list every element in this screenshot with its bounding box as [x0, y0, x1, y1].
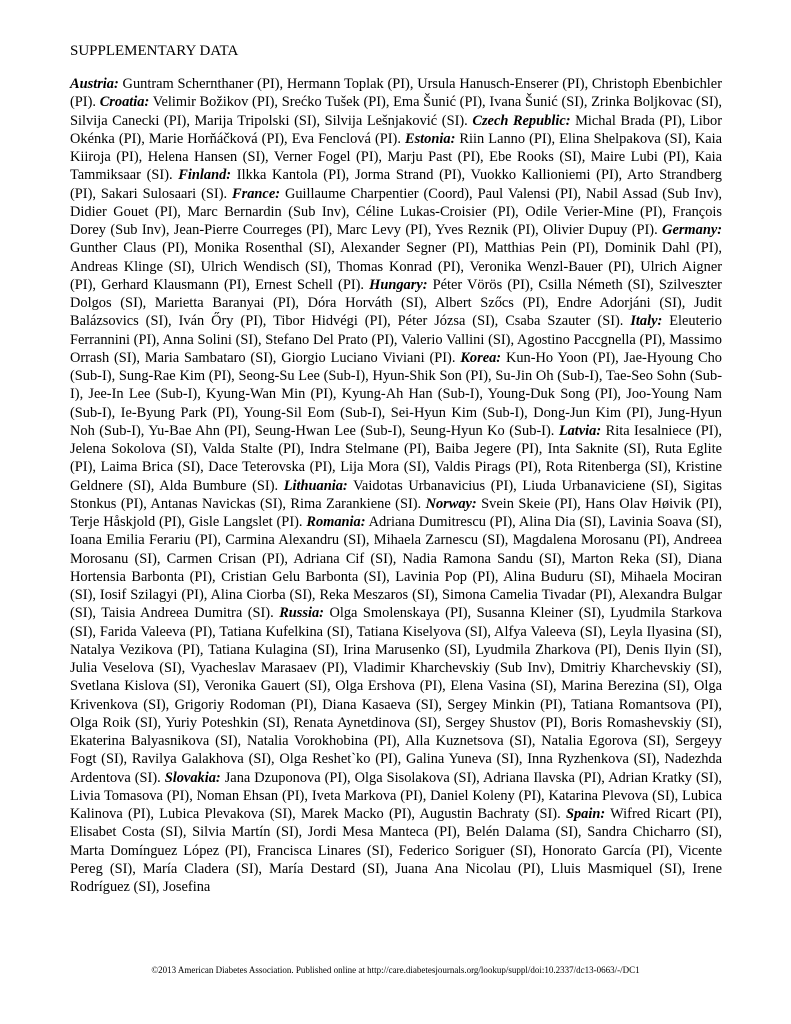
country-label-hungary: Hungary: [369, 276, 428, 293]
country-label-czech-republic: Czech Republic: [472, 112, 571, 129]
country-label-norway: Norway: [425, 495, 477, 512]
investigator-list-russia: Olga Smolenskaya (PI), Susanna Kleiner (SI), Lyudmila Starkova (SI), Farida Valeeva (PI), Tatiana Kufelkina (SI), Tatiana Kiselyova (SI), Alfya Valeeva (SI), Leyla Ilyasina (SI), Natalya Vezikova (PI), Tatiana Kulagina (SI), Irina Marusenko (SI), Lyudmila Zharkova (PI), Denis Ilyin (SI), Julia Veselova (SI), Vyacheslav Marasaev (PI), Vladimir Kharchevskiy (Sub Inv), Dmitriy Kharchevskiy (SI), Svetlana Kislova (SI), Veronika Gauert (SI), Olga Ershova (PI), Elena Vasina (SI), Marina Berezina (SI), Olga Krivenkova (SI), Grigoriy Rodoman (PI), Diana Kasaeva (SI), Sergey Minkin (PI), Tatiana Romantsova (PI), Olga Roik (SI), Yuriy Poteshkin (SI), Renata Aynetdinova (SI), Sergey Shustov (PI), Boris Romashevskiy (SI), Ekaterina Balyasnikova (SI), Natalia Vorokhobina (PI), Alla Kuznetsova (SI), Natalia Egorova (SI), Sergeyy Fogt (SI), Ravilya Galakhova (SI), Olga Reshet`ko (PI), Galina Yuneva (SI), Inna Ryzhenkova (SI), Nadezhda Ardentova (SI). [70, 605, 722, 786]
investigator-list-czech-republic: Michal Brada (PI), Libor Okénka (PI), Marie Horňáčková (PI), Eva Fenclová (PI). [70, 112, 722, 147]
investigator-list-austria: Guntram Schernthaner (PI), Hermann Toplak (PI), Ursula Hanusch-Enserer (PI), Christoph Ebenbichler (PI). [70, 76, 722, 111]
country-label-russia: Russia: [279, 605, 324, 622]
country-label-romania: Romania: [306, 514, 366, 531]
country-label-latvia: Latvia: [558, 422, 602, 439]
country-label-spain: Spain: [565, 806, 606, 823]
country-label-finland: Finland: [178, 167, 232, 184]
investigator-list-germany: Gunther Claus (PI), Monika Rosenthal (SI), Alexander Segner (PI), Matthias Pein (PI), Dominik Dahl (PI), Andreas Klinge (SI), Ulrich Wendisch (SI), Thomas Konrad (PI), Veronika Wenzl-Bauer (PI), Ulrich Aigner (PI), Gerhard Klausmann (PI), Ernest Schell (PI). [70, 240, 722, 293]
country-label-germany: Germany: [662, 222, 722, 239]
country-label-italy: Italy: [630, 313, 663, 330]
country-label-lithuania: Lithuania: [283, 477, 348, 494]
investigator-list-norway: Svein Skeie (PI), Hans Olav Høivik (PI), Terje Håskjold (PI), Gisle Langslet (PI). [70, 495, 722, 531]
country-label-austria: Austria: [70, 76, 119, 93]
investigator-list-latvia: Rita Iesalniece (PI), Jelena Sokolova (SI), Valda Stalte (PI), Indra Stelmane (PI), Baiba Jegere (PI), Inta Saknite (SI), Ruta Eglite (PI), Laima Brica (SI), Dace Teterovska (PI), Lija Mora (SI), Valdis Pirags (PI), Rota Ritenberga (SI), Kristine Geldnere (SI), Alda Bumbure (SI). [70, 422, 722, 494]
country-label-korea: Korea: [460, 349, 502, 366]
page-title: SUPPLEMENTARY DATA [70, 43, 239, 59]
country-label-croatia: Croatia: [99, 94, 150, 111]
country-label-france: France: [232, 185, 280, 202]
investigator-list-croatia: Velimir Božikov (PI), Srećko Tušek (PI), Ema Šunić (PI), Ivana Šunić (SI), Zrinka Boljkovac (SI), Silvija Canecki (PI), Marija Tripolski (SI), Silvija Lešnjaković (SI). [70, 94, 723, 129]
investigator-list-italy: Eleuterio Ferrannini (PI), Anna Solini (SI), Stefano Del Prato (PI), Valerio Vallini (SI), Agostino Paccgnella (PI), Massimo Orrash (SI), Maria Sambataro (SI), Giorgio Luciano Viviani (PI). [70, 313, 722, 366]
investigator-list-finland: Ilkka Kantola (PI), Jorma Strand (PI), Vuokko Kallioniemi (PI), Arto Strandberg (PI), Sakari Sulosaari (SI). [70, 167, 722, 202]
investigator-list-korea: Kun-Ho Yoon (PI), Jae-Hyoung Cho (Sub-I), Sung-Rae Kim (PI), Seong-Su Lee (Sub-I), Hyun-Shik Son (PI), Su-Jin Oh (Sub-I), Tae-Seo Sohn (Sub-I), Jee-In Lee (Sub-I), Kyung-Wan Min (PI), Kyung-Ah Han (Sub-I), Young-Duk Song (PI), Joo-Young Nam (Sub-I), Ie-Byung Park (PI), Young-Sil Eom (Sub-I), Sei-Hyun Kim (Sub-I), Dong-Jun Kim (PI), Jung-Hyun Noh (Sub-I), Yu-Bae Ahn (PI), Seung-Hwan Lee (Sub-I), Seung-Hyun Ko (Sub-I). [70, 349, 722, 439]
country-label-estonia: Estonia: [404, 130, 456, 147]
investigator-list-romania: Adriana Dumitrescu (PI), Alina Dia (SI), Lavinia Soava (SI), Ioana Emilia Ferariu (PI), Carmina Alexandru (SI), Mihaela Zarnescu (SI), Magdalena Morosanu (PI), Andreea Morosanu (SI), Carmen Crisan (PI), Adriana Cif (SI), Nadia Ramona Sandu (SI), Marton Reka (SI), Diana Hortensia Barbonta (PI), Cristian Gelu Barbonta (SI), Lavinia Pop (PI), Alina Buduru (SI), Mihaela Mociran (SI), Iosif Szilagyi (PI), Alina Ciorba (SI), Reka Meszaros (SI), Simona Camelia Tivadar (PI), Alexandra Bulgar (SI), Taisia Andreea Dumitra (SI). [70, 514, 722, 622]
investigators-paragraph [70, 75, 722, 896]
investigator-list-hungary: Péter Vörös (PI), Csilla Németh (SI), Szilveszter Dolgos (SI), Marietta Baranyai (PI), Dóra Horváth (SI), Albert Szőcs (PI), Endre Adorjáni (SI), Judit Balázsovics (SI), Iván Őry (PI), Tibor Hidvégi (PI), Péter Józsa (SI), Csaba Szauter (SI). [70, 276, 722, 330]
investigator-list-slovakia: Jana Dzuponova (PI), Olga Sisolakova (SI), Adriana Ilavska (PI), Adrian Kratky (SI), Livia Tomasova (PI), Noman Ehsan (PI), Iveta Markova (PI), Daniel Koleny (PI), Katarina Plevova (SI), Lubica Kalinova (PI), Lubica Plevakova (SI), Marek Macko (PI), Augustin Bachraty (SI). [70, 769, 722, 823]
investigator-list-spain: Wifred Ricart (PI), Elisabet Costa (SI), Silvia Martín (SI), Jordi Mesa Manteca (PI), Belén Dalama (SI), Sandra Chicharro (SI), Marta Domínguez López (PI), Francisca Linares (SI), Federico Soriguer (SI), Honorato García (PI), Vicente Pereg (SI), María Cladera (SI), María Destard (SI), Juana Ana Nicolau (PI), Lluis Masmiquel (SI), Irene Rodríguez (SI), Josefina [70, 806, 722, 896]
investigator-list-france: Guillaume Charpentier (Coord), Paul Valensi (PI), Nabil Assad (Sub Inv), Didier Gouet (PI), Marc Bernardin (Sub Inv), Céline Lukas-Croisier (PI), Odile Verier-Mine (PI), François Dorey (Sub Inv), Jean-Pierre Courreges (PI), Marc Levy (PI), Yves Reznik (PI), Olivier Dupuy (PI). [70, 185, 722, 239]
document-page [70, 42, 722, 896]
investigator-list-lithuania: Vaidotas Urbanavicius (PI), Liuda Urbanaviciene (SI), Sigitas Stonkus (PI), Antanas Navickas (SI), Rima Zarankiene (SI). [70, 477, 722, 512]
investigator-list-estonia: Riin Lanno (PI), Elina Shelpakova (SI), Kaia Kiiroja (PI), Helena Hansen (SI), Verner Fogel (PI), Marju Past (PI), Ebe Rooks (SI), Maire Lubi (PI), Kaia Tammiksaar (SI). [70, 130, 722, 184]
country-label-slovakia: Slovakia: [164, 769, 221, 786]
page-footer: ©2013 American Diabetes Association. Published online at http://care.diabetesjournals.org/lookup/suppl/doi:10.2337/dc13-0663/-/DC1 [151, 965, 640, 975]
